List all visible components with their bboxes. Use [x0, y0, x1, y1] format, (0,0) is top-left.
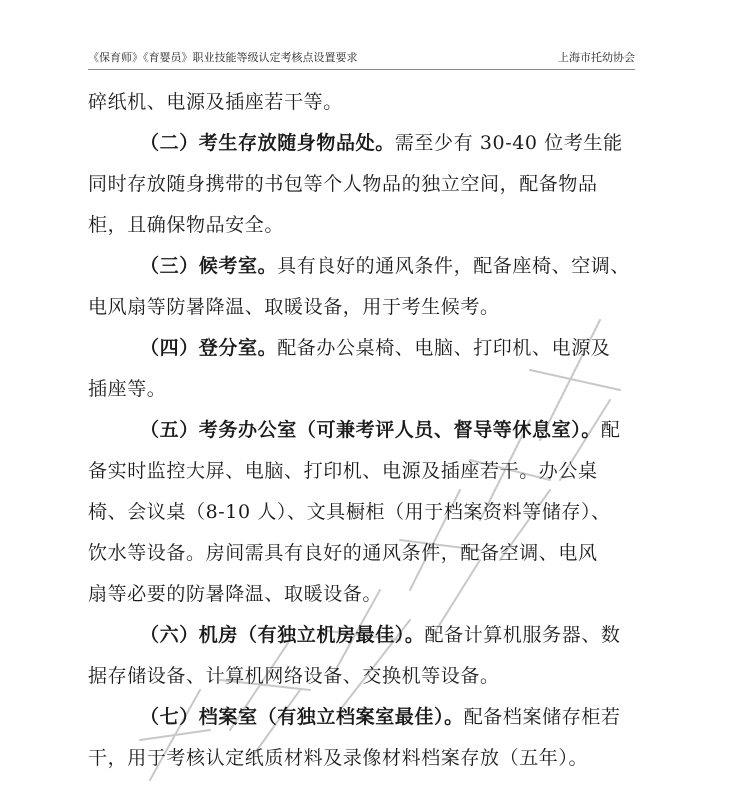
body-text: 配备计算机服务器、数	[424, 624, 621, 646]
text-line	[88, 697, 643, 738]
header-organization: 上海市托幼协会	[558, 51, 635, 64]
body-text: 需至少有 30-40 位考生能	[394, 132, 623, 154]
body-text: 电风扇等防暑降温、取暖设备，用于考生候考。	[88, 296, 500, 318]
text-line	[88, 533, 643, 574]
body-text: 椅、会议桌（8-10 人）、文具橱柜（用于档案资料等储存）、	[88, 501, 611, 523]
body-text: 碎纸机、电源及插座若干等。	[88, 91, 343, 113]
text-line	[88, 492, 643, 533]
body-text: 饮水等设备。房间需具有良好的通风条件，配备空调、电风	[88, 542, 598, 564]
text-line	[88, 656, 643, 697]
body-text: 备实时监控大屏、电脑、打印机、电源及插座若干。办公桌	[88, 460, 598, 482]
text-line	[88, 287, 643, 328]
body-text: 配	[600, 419, 621, 441]
text-line	[88, 369, 643, 410]
body-text: 具有良好的通风条件，配备座椅、空调、	[277, 255, 631, 277]
header-document-title: 《保育师》《育婴员》职业技能等级认定考核点设置要求	[88, 51, 358, 64]
body-text: 扇等必要的防暑降温、取暖设备。	[88, 583, 383, 605]
text-line	[88, 410, 643, 451]
body-text: 据存储设备、计算机网络设备、交换机等设备。	[88, 665, 500, 687]
body-text: 配备办公桌椅、电脑、打印机、电源及	[277, 337, 611, 359]
text-line	[88, 246, 643, 287]
section-heading: （七）档案室（有独立档案室最佳）。	[140, 706, 464, 728]
document-body	[88, 82, 643, 779]
text-line	[88, 82, 643, 123]
section-heading: （四）登分室。	[140, 337, 278, 359]
text-line	[88, 574, 643, 615]
section-heading: （三）候考室。	[140, 255, 278, 277]
section-heading: （二）考生存放随身物品处。	[140, 132, 395, 154]
text-line	[88, 451, 643, 492]
section-heading: （六）机房（有独立机房最佳）。	[140, 624, 425, 646]
text-line	[88, 615, 643, 656]
text-line	[88, 205, 643, 246]
body-text: 同时存放随身携带的书包等个人物品的独立空间，配备物品	[88, 173, 598, 195]
header-divider	[88, 69, 635, 70]
text-line	[88, 164, 643, 205]
section-heading: （五）考务办公室（可兼考评人员、督导等休息室）。	[140, 419, 601, 441]
body-text: 干，用于考核认定纸质材料及录像材料档案存放（五年）。	[88, 747, 589, 769]
body-text: 柜，且确保物品安全。	[88, 214, 285, 236]
text-line	[88, 738, 643, 779]
body-text: 配备档案储存柜若	[463, 706, 621, 728]
text-line	[88, 328, 643, 369]
text-line	[88, 123, 643, 164]
body-text: 插座等。	[88, 378, 167, 400]
page-header	[88, 49, 635, 65]
